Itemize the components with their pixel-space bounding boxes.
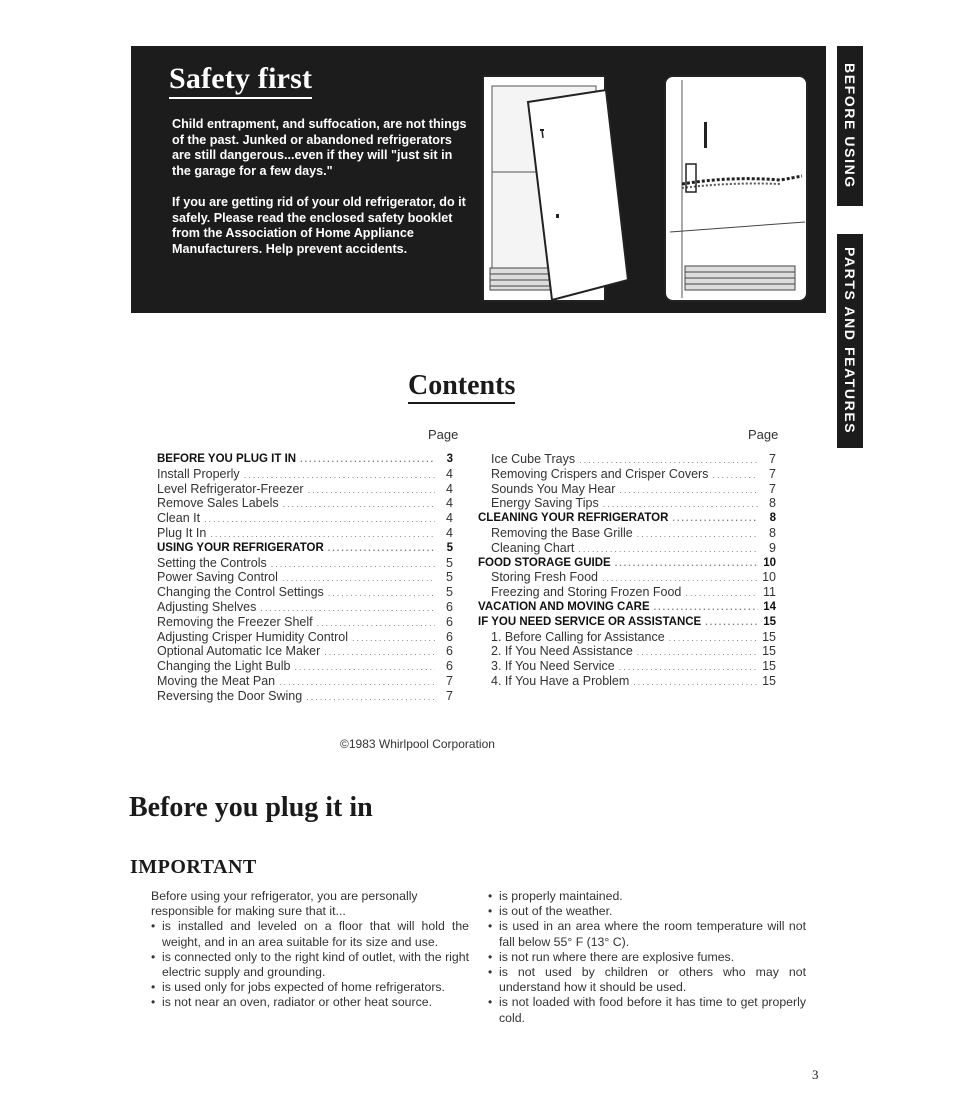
contents-entry-label: Storing Fresh Food [491,570,598,585]
contents-entry-label: Removing Crispers and Crisper Covers [491,466,709,481]
contents-entry-label: Adjusting Shelves [157,599,257,614]
contents-entry[interactable] [157,630,453,645]
dot-leader [352,631,435,646]
dot-leader [685,586,758,601]
important-bullet-item: • is used only for jobs expected of home refrigerators. [151,980,469,995]
dot-leader [244,468,435,483]
contents-entry-label: Sounds You May Hear [491,481,616,496]
important-right-column [488,889,806,1026]
important-bullet-item: • is properly maintained. [488,889,806,904]
contents-entry-page: 8 [769,496,776,511]
contents-section-entry[interactable] [157,452,453,467]
dot-leader [705,615,758,630]
dot-leader [619,660,758,675]
contents-entry-label: Install Properly [157,466,240,481]
dot-leader [306,690,435,705]
contents-title: Contents [408,371,515,404]
contents-entry-page: 5 [446,541,453,554]
contents-entry-page: 3 [446,453,453,465]
contents-entry-page: 5 [446,555,453,570]
safety-title: Safety first [169,62,312,99]
contents-entry-page: 10 [763,556,776,569]
contents-entry-label: USING YOUR REFRIGERATOR [157,541,324,554]
contents-entry-page: 10 [762,570,776,585]
contents-entry[interactable] [157,496,453,511]
contents-entry-page: 9 [769,540,776,555]
contents-entry-label: IF YOU NEED SERVICE OR ASSISTANCE [478,615,702,628]
dot-leader [633,675,758,690]
contents-entry-label: BEFORE YOU PLUG IT IN [157,453,297,465]
contents-entry-label: Changing the Light Bulb [157,659,291,674]
contents-entry-label: Power Saving Control [157,570,278,585]
contents-entry[interactable] [478,467,776,482]
contents-entry-page: 4 [446,466,453,481]
contents-section-entry[interactable] [478,556,776,571]
contents-entry[interactable] [478,482,776,497]
dot-leader [615,556,758,571]
dot-leader [260,601,435,616]
contents-entry-label: Clean It [157,511,201,526]
contents-list-left [157,452,453,704]
contents-entry-label: Removing the Base Grille [491,525,633,540]
contents-entry[interactable] [478,541,776,556]
contents-entry-page: 15 [763,615,776,628]
dot-leader [279,675,435,690]
contents-entry-page: 6 [446,644,453,659]
tab-parts-and-features-label: PARTS AND FEATURES [842,247,858,435]
safety-paragraph-2: If you are getting rid of your old refrigerator, do it safely. Please read the enclosed safety booklet from the Association of Home Appliance Manufacturers. Help prevent accidents. [172,195,466,256]
dot-leader [579,453,758,468]
contents-entry-page: 15 [762,673,776,688]
tab-before-using-label: BEFORE USING [842,63,858,189]
contents-entry-page: 7 [769,466,776,481]
contents-entry[interactable] [157,659,453,674]
contents-entry-page: 7 [446,673,453,688]
contents-entry-page: 4 [446,496,453,511]
contents-entry[interactable] [478,570,776,585]
important-bullet-item: • is connected only to the right kind of outlet, with the right electric supply and grounding. [151,950,469,980]
contents-entry-label: Level Refrigerator-Freezer [157,481,304,496]
contents-entry-page: 11 [763,585,776,600]
contents-entry[interactable] [478,644,776,659]
contents-entry-label: 2. If You Need Assistance [491,644,633,659]
contents-entry-page: 4 [446,481,453,496]
contents-entry-page: 15 [762,644,776,659]
contents-entry-page: 7 [446,688,453,703]
dot-leader [328,586,435,601]
dot-leader [317,616,435,631]
dot-leader [603,497,758,512]
contents-entry-page: 8 [769,525,776,540]
contents-entry-label: Cleaning Chart [491,540,575,555]
contents-entry-label: 4. If You Have a Problem [491,673,630,688]
important-intro: Before using your refrigerator, you are personally responsible for making sure that it... [151,889,418,919]
page-column-header-left: Page [428,427,459,442]
contents-entry-label: 3. If You Need Service [491,659,615,674]
contents-entry[interactable] [478,452,776,467]
contents-entry-page: 15 [762,659,776,674]
contents-entry-label: Energy Saving Tips [491,496,599,511]
contents-entry-label: Plug It In [157,525,207,540]
contents-entry[interactable] [478,659,776,674]
important-bullet-item: • is not used by children or others who may not understand how it should be used. [488,965,806,995]
contents-entry[interactable] [478,585,776,600]
contents-entry[interactable] [478,674,776,689]
contents-entry-label: Freezing and Storing Frozen Food [491,585,682,600]
tab-parts-and-features[interactable] [837,234,863,448]
contents-entry-label: Adjusting Crisper Humidity Control [157,629,349,644]
contents-entry[interactable] [157,467,453,482]
dot-leader [712,468,758,483]
page-column-header-right: Page [748,427,779,442]
contents-entry[interactable] [157,482,453,497]
dot-leader [602,571,758,586]
dot-leader [204,512,435,527]
contents-entry-page: 5 [446,585,453,600]
dot-leader [283,497,435,512]
contents-entry-label: 1. Before Calling for Assistance [491,629,665,644]
dot-leader [672,511,758,526]
contents-entry-page: 15 [762,629,776,644]
safety-paragraph-1: Child entrapment, and suffocation, are not things of the past. Junked or abandoned refrigerators are still dangerous...even if they will "just sit in the garage for a few days." [172,117,467,178]
tab-before-using[interactable] [837,46,863,206]
dot-leader [282,571,435,586]
contents-section-entry[interactable] [157,541,453,556]
safety-banner [131,46,826,313]
contents-entry-label: Changing the Control Settings [157,585,324,600]
section-title-before-you-plug-it-in: Before you plug it in [129,792,373,823]
dot-leader [294,660,435,675]
copyright-notice: ©1983 Whirlpool Corporation [340,737,495,751]
contents-entry[interactable] [157,674,453,689]
dot-leader [210,527,435,542]
important-bullet-item: • is used in an area where the room temperature will not fall below 55° F (13° C). [488,919,806,949]
contents-entry[interactable] [157,526,453,541]
dot-leader [578,542,758,557]
contents-entry[interactable] [478,496,776,511]
contents-list-right [478,452,776,689]
contents-entry[interactable] [157,556,453,571]
important-bullet-item: • is not run where there are explosive fumes. [488,950,806,965]
contents-entry-page: 6 [446,599,453,614]
contents-entry-label: Optional Automatic Ice Maker [157,644,321,659]
contents-entry-label: Moving the Meat Pan [157,673,276,688]
important-heading: IMPORTANT [130,856,257,878]
contents-entry-label: FOOD STORAGE GUIDE [478,556,611,569]
contents-entry-label: Setting the Controls [157,555,267,570]
important-bullets-right [488,889,806,1026]
contents-entry-page: 8 [769,512,776,525]
page-number: 3 [812,1067,819,1082]
important-bullets-left [151,919,469,1010]
important-bullet-item: • is not near an oven, radiator or other heat source. [151,995,469,1010]
contents-section-entry[interactable] [478,615,776,630]
contents-entry-label: Remove Sales Labels [157,496,279,511]
contents-entry-label: Removing the Freezer Shelf [157,614,313,629]
contents-entry-page: 7 [769,452,776,466]
contents-entry[interactable] [157,585,453,600]
dot-leader [328,541,435,556]
contents-entry[interactable] [478,630,776,645]
important-bullet-item: • is installed and leveled on a floor that will hold the weight, and in an area suitable for its size and use. [151,919,469,949]
dot-leader [669,631,758,646]
dot-leader [308,483,435,498]
contents-entry-page: 4 [446,525,453,540]
contents-section-entry[interactable] [478,600,776,615]
dot-leader [271,557,435,572]
contents-entry-label: VACATION AND MOVING CARE [478,600,650,613]
dot-leader [619,483,758,498]
contents-entry-page: 6 [446,659,453,674]
contents-entry-page: 6 [446,614,453,629]
important-bullet-item: • is out of the weather. [488,904,806,919]
dot-leader [324,645,435,660]
dot-leader [637,645,758,660]
important-bullet-item: • is not loaded with food before it has time to get properly cold. [488,995,806,1025]
dot-leader [654,600,758,615]
dot-leader [300,452,435,467]
contents-entry-label: Reversing the Door Swing [157,688,303,703]
contents-entry-page: 7 [769,481,776,496]
contents-entry[interactable] [157,600,453,615]
contents-entry-page: 4 [446,511,453,526]
contents-entry[interactable] [157,511,453,526]
contents-entry[interactable] [157,570,453,585]
dot-leader [637,527,758,542]
contents-entry[interactable] [157,689,453,704]
contents-entry[interactable] [478,526,776,541]
contents-entry-page: 5 [446,570,453,585]
contents-section-entry[interactable] [478,511,776,526]
contents-entry[interactable] [157,615,453,630]
important-left-column [151,889,469,1011]
contents-entry-label: Ice Cube Trays [491,452,576,466]
contents-entry-page: 6 [446,629,453,644]
refrigerator-illustration [480,72,810,304]
contents-entry[interactable] [157,644,453,659]
contents-entry-page: 14 [763,600,776,613]
contents-entry-label: CLEANING YOUR REFRIGERATOR [478,512,669,525]
